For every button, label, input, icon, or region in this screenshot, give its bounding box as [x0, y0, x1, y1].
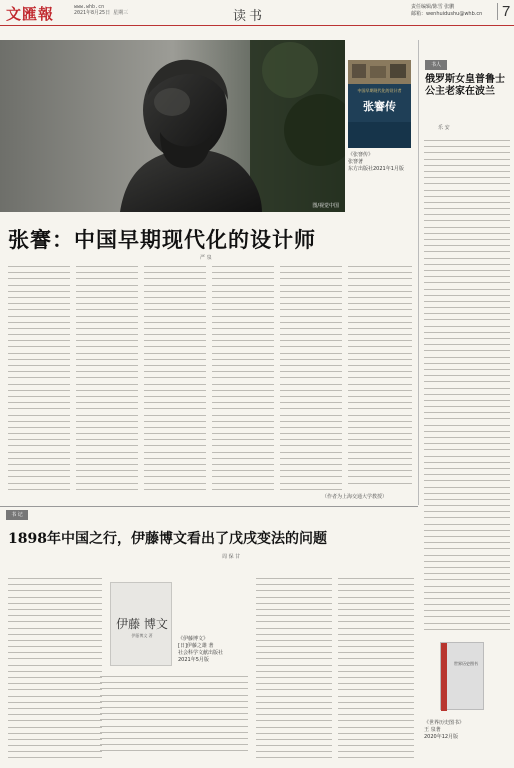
newspaper-logo: 文匯報 — [6, 5, 55, 23]
book3-cover-title: 伊藤 博文 — [116, 617, 168, 631]
article-column-2 — [76, 266, 138, 490]
book-cover-title: 张謇传 — [363, 100, 396, 113]
sidebar-body-text — [424, 140, 510, 635]
section-title: 读书 — [233, 9, 266, 24]
masthead-date: www.whb.cn 2021年8月25日 星期三 — [74, 4, 129, 16]
page-number: 7 — [497, 3, 510, 20]
photo-caption: 图/视觉中国 — [312, 203, 339, 209]
book-cover-subtitle: 中国早期现代化的设计者 — [357, 88, 402, 93]
book-caption: 《张謇传》 张謇著 东方出版社2021年1月版 — [348, 152, 404, 172]
editor-info: 责任编辑/陈雪 张鹏 邮箱：wenhuidushu@whb.cn — [411, 4, 483, 17]
main-byline: 严 泉 — [200, 255, 212, 261]
article-column-5 — [280, 266, 342, 490]
book-cover-zhang-jian — [348, 60, 411, 148]
second-article-column-4 — [338, 578, 414, 758]
main-headline: 张謇：中国早期现代化的设计师 — [8, 227, 316, 252]
second-article-column-2 — [100, 676, 248, 758]
sidebar-headline: 俄罗斯女皇普鲁士公主老家在波兰 — [425, 74, 505, 97]
article-column-4 — [212, 266, 274, 490]
book-cover-ito-hirobumi — [110, 582, 172, 666]
sidebar-tag: 书人 — [425, 60, 447, 70]
book-cover-world-history — [440, 642, 484, 710]
article-column-6 — [348, 266, 412, 488]
sidebar-author: 乐 安 — [438, 125, 450, 131]
second-article-column-1 — [8, 578, 102, 758]
article-column-1 — [8, 266, 70, 490]
masthead — [0, 0, 514, 26]
book2-cover-title: 世界历史图书 — [454, 661, 478, 666]
book3-caption: 《伊藤博文》 [日]伊藤之雄 著 社会科学文献出版社 2021年5月版 — [178, 636, 224, 663]
second-article-column-3 — [256, 578, 332, 758]
book3-cover-subtitle: 伊藤博文 著 — [131, 633, 153, 638]
second-byline: 周 保 甘 — [222, 554, 241, 560]
book-spine — [441, 643, 447, 711]
book2-caption: 《世界历史图书》 王 泉著 2020年12月版 — [424, 720, 465, 740]
author-note: （作者为上海交通大学教授） — [322, 494, 388, 500]
statue-image — [0, 40, 345, 212]
article-column-3 — [144, 266, 206, 490]
statue-photo — [0, 40, 345, 212]
section-divider — [0, 506, 418, 507]
second-headline: 1898年中国之行，伊藤博文看出了戊戌变法的问题 — [8, 531, 327, 547]
article-tag: 书 记 — [6, 510, 28, 520]
